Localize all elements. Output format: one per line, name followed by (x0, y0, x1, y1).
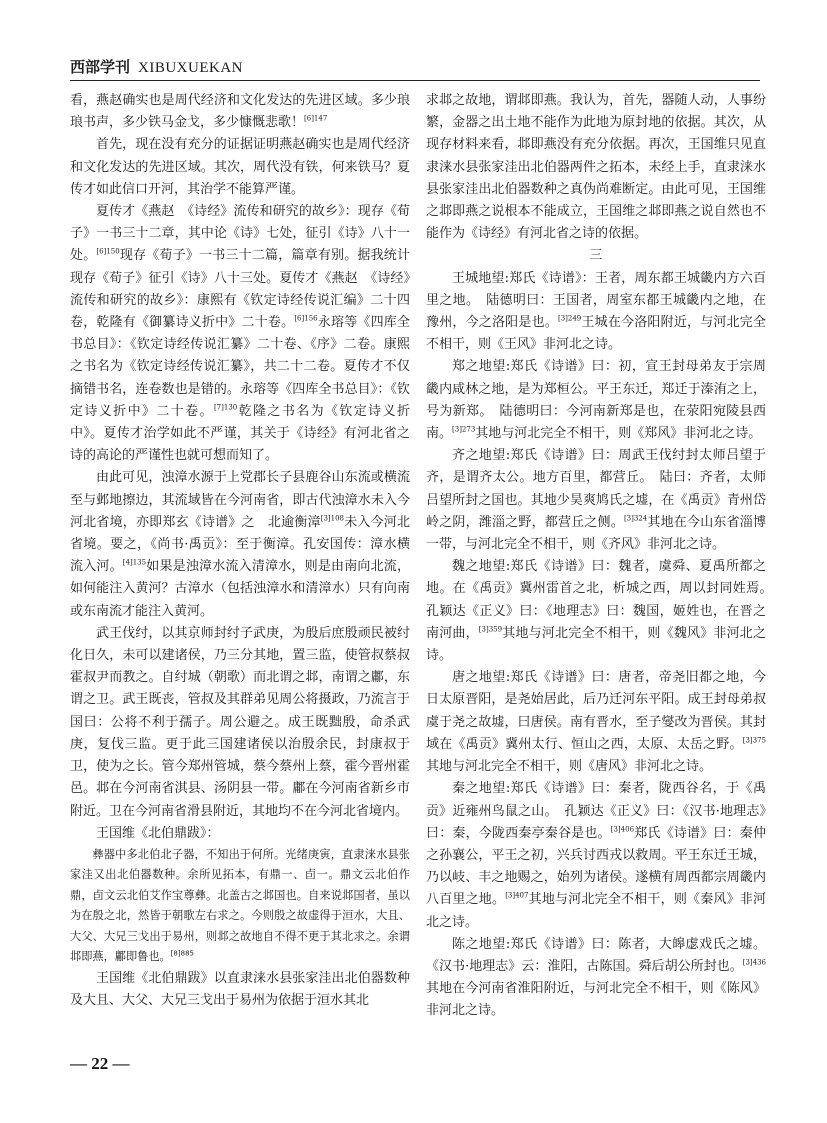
paragraph: 王国维《北伯鼎跋》以直隶涞水县张家洼出北伯器数种及大且、大父、大兄三戈出于易州为依据于洹水其北 (70, 970, 410, 1009)
journal-title-en: XIBUXUEKAN (138, 60, 244, 76)
paragraph: 求邶之故地，谓邶即燕。我认为，首先，器随人动，人事纷繁，金器之出土地不能作为此地为原封地的依据。其次，从现存材料来看，邶即燕没有充分依据。再次，王国维只见直隶涞水县张家洼出北伯器两件之拓本，未经上手，直隶涞水县张家洼出北伯器数种之真伪尚难断定。由此可见，王国维之邶即燕之说根本不能成立，王国维之邶即燕之说自然也不能作为《诗经》有河北省之诗的依据。 (426, 93, 766, 242)
paragraph: 看，燕赵确实也是周代经济和文化发达的先进区域。多少琅琅书声，多少铁马金戈，多少慷慨悲歌！$^{[6]147}$ (70, 93, 410, 131)
paragraph: 王城地望:郑氏《诗谱》：王者，周东都王城畿内方六百里之地。 陆德明曰：王国者，周室东都王城畿内之地，在豫州，今之洛阳是也。$^{[3]249}$王城在今洛阳附近，与河北完全不相干，则《王风》非河北之诗。 (426, 270, 766, 353)
paragraph: 齐之地望:郑氏《诗谱》曰：周武王伐纣封太师吕望于齐，是谓齐太公。地方百里，都营丘。 陆曰：齐者，太师吕望所封之国也。其地少昊爽鸠氏之墟，在《禹贡》青州岱岭之阴，潍淄之野，都营丘之侧。$^{[3]324}$其地在今山东省淄博一带，与河北完全不相干，则《齐风》非河北之诗。 (426, 448, 766, 553)
paragraph: 唐之地望:郑氏《诗谱》曰：唐者，帝尧旧都之地，今日太原晋阳，是尧始居此，后乃迁河东平阳。成王封母弟叔虞于尧之故墟，曰唐侯。南有晋水，至子燮改为晋侯。其封域在《禹贡》冀州太行、恒山之西，太原、太岳之野。$^{[3]375}$其地与河北完全不相干，则《唐风》非河北之诗。 (426, 670, 766, 775)
page-number: — 22 — (70, 1054, 130, 1073)
paragraph: 秦之地望:郑氏《诗谱》曰：秦者，陇西谷名，于《禹贡》近雍州鸟鼠之山。 孔颖达《正义》曰：《汉书·地理志》曰：秦，今陇西秦亭秦谷是也。$^{[3]406}$郑氏《诗谱》曰：秦仲之孙襄公，平王之初，兴兵讨西戎以救周。平王东迁王城，乃以岐、丰之地赐之，始列为诸侯。遂横有周西都宗周畿内八百里之地。$^{[3]407}$其地与河北完全不相干，则《秦风》非河北之诗。 (426, 781, 766, 930)
paragraph: 首先，现在没有充分的证据证明燕赵确实也是周代经济和文化发达的先进区域。其次，周代没有铁，何来铁马？夏传才如此信口开河，其治学不能算严谨。 (70, 137, 410, 197)
paragraph: 王国维《北伯鼎跋》： (96, 825, 220, 841)
journal-title-cn: 西部学刊 (70, 58, 131, 76)
paragraph: 夏传才《燕赵 《诗经》流传和研究的故乡》：现存《荀子》一书三十二章，其中论《诗》七处，征引《诗》八十一处。$^{[6]150}$现存《荀子》一书三十二篇，篇章有别。据我统计现存《荀子》征引《诗》八十三处。夏传才《燕赵 《诗经》流传和研究的故乡》：康熙有《钦定诗经传说汇编》二十四卷，乾隆有《御纂诗义折中》二十卷。$^{[6]156}$永瑢等《四库全书总目》：《钦定诗经传说汇纂》二十卷、《序》二卷。康熙之书名为《钦定诗经传说汇纂》，共二十二卷。夏传才不仅摘错书名，连卷数也是错的。永瑢等《四库全书总目》：《钦定诗义折中》二十卷。$^{[7]130}$乾隆之书名为《钦定诗义折中》。夏传才治学如此不严谨，其关于《诗经》有河北省之诗的高论的严谨性也就可想而知了。 (70, 204, 410, 464)
paragraph: 陈之地望:郑氏《诗谱》曰：陈者，大皞虙戏氏之墟。《汉书·地理志》云：淮阳，古陈国。舜后胡公所封也。$^{[3]436}$其地在今河南省淮阳附近，与河北完全不相干，则《陈风》非河北之诗。 (426, 936, 766, 1019)
left-column (70, 90, 410, 1012)
block-quote: 彝器中多北伯北子器，不知出于何所。光绪庚寅，直隶涞水县张家洼又出北伯器数种。余所见拓本，有鼎一、卣一。鼎文云北伯作鼎，卣文云北伯艾作宝尊彝。北盖古之邶国也。自来说邶国者，虽以为在殷之北，然皆于朝歌左右求之。今则殷之故虚得于洹水，大且、大父、大兄三戈出于易州，则邶之故地自不得不更于其北求之。余谓邶即燕，鄘即鲁也。$^{[8]885}$ (70, 847, 410, 964)
paragraph: 魏之地望:郑氏《诗谱》曰：魏者，虞舜、夏禹所都之地。在《禹贡》冀州雷首之北，析城之西，周以封同姓焉。 孔颖达《正义》曰：《地理志》曰：魏国，姬姓也，在晋之南河曲，$^{[3]359}$其地与河北完全不相干，则《魏风》非河北之诗。 (426, 559, 780, 664)
paragraph: 郑之地望:郑氏《诗谱》曰：初，宣王封母弟友于宗周畿内咸林之地，是为郑桓公。平王东迁，郑迁于溱洧之上，号为新郑。 陆德明曰：今河南新郑是也，在荥阳宛陵县西南。$^{[3]273}$其地与河北完全不相干，则《郑风》非河北之诗。 (426, 359, 766, 442)
right-column (426, 90, 780, 1023)
section-number: 三 (589, 248, 603, 264)
header-rule (70, 80, 760, 81)
paragraph: 武王伐纣，以其京师封纣子武庚，为殷后庶殷顽民被纣化日久，未可以建诸侯，乃三分其地，置三监，使管叔蔡叔霍叔尹而教之。自纣城（朝歌）而北谓之邶，南谓之鄘，东谓之卫。武王既丧，管叔及其群弟见周公将摄政，乃流言于国曰：公将不利于孺子。周公避之。成王既黜殷，命杀武庚，复伐三监。更于此三国建诸侯以治殷余民，封康叔于卫，使为之长。管今郑州管城，蔡今蔡州上蔡，霍今晋州霍邑。邶在今河南省淇县、汤阴县一带。鄘在今河南省新乡市附近。卫在今河南省滑县附近，其地均不在今河北省境内。 (70, 625, 410, 819)
journal-header (70, 56, 760, 78)
paragraph: 由此可见，浊漳水源于上党郡长子县鹿谷山东流或横流至与邺地擦边，其流域皆在今河南省，即古代浊漳水未入今河北省境，亦即郑玄《诗谱》之 北逾衡漳$^{[3]108}$未入今河北省境。要之，《尚书·禹贡》：至于衡漳。孔安国传：漳水横流入河。$^{[4]135}$如果是浊漳水流入清漳水，则是由南向北流，如何能注入黄河？古漳水（包括浊漳水和清漳水）只有向南或东南流才能注入黄河。 (70, 470, 410, 619)
